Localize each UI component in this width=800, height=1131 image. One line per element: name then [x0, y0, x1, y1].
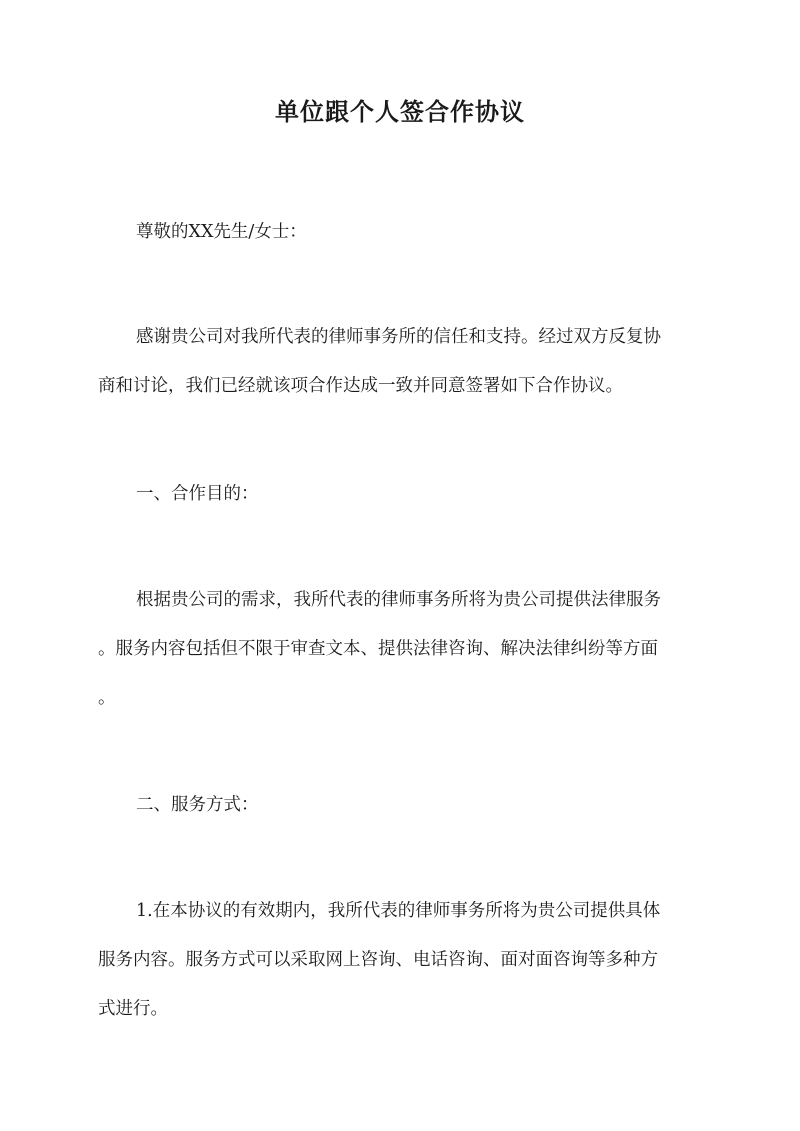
section-2-heading: 二、服务方式：	[136, 795, 259, 815]
section-2-item-1-line-2: 服务内容。服务方式可以采取网上咨询、电话咨询、面对面咨询等多种方	[98, 950, 658, 970]
section-1-line-1: 根据贵公司的需求，我所代表的律师事务所将为贵公司提供法律服务	[136, 590, 661, 610]
intro-line-2: 商和讨论，我们已经就该项合作达成一致并同意签署如下合作协议。	[98, 376, 623, 396]
section-1-line-2: 。服务内容包括但不限于审查文本、提供法律咨询、解决法律纠纷等方面	[98, 639, 658, 659]
document-title: 单位跟个人签合作协议	[275, 97, 525, 126]
section-2-item-1-line-1: 1.在本协议的有效期内，我所代表的律师事务所将为贵公司提供具体	[136, 901, 661, 921]
section-1-line-3: 。	[98, 688, 116, 708]
section-1-heading: 一、合作目的：	[136, 484, 259, 504]
section-2-item-1-line-3: 式进行。	[98, 999, 168, 1019]
intro-line-1: 感谢贵公司对我所代表的律师事务所的信任和支持。经过双方反复协	[136, 327, 661, 347]
salutation: 尊敬的XX先生/女士：	[136, 222, 307, 242]
